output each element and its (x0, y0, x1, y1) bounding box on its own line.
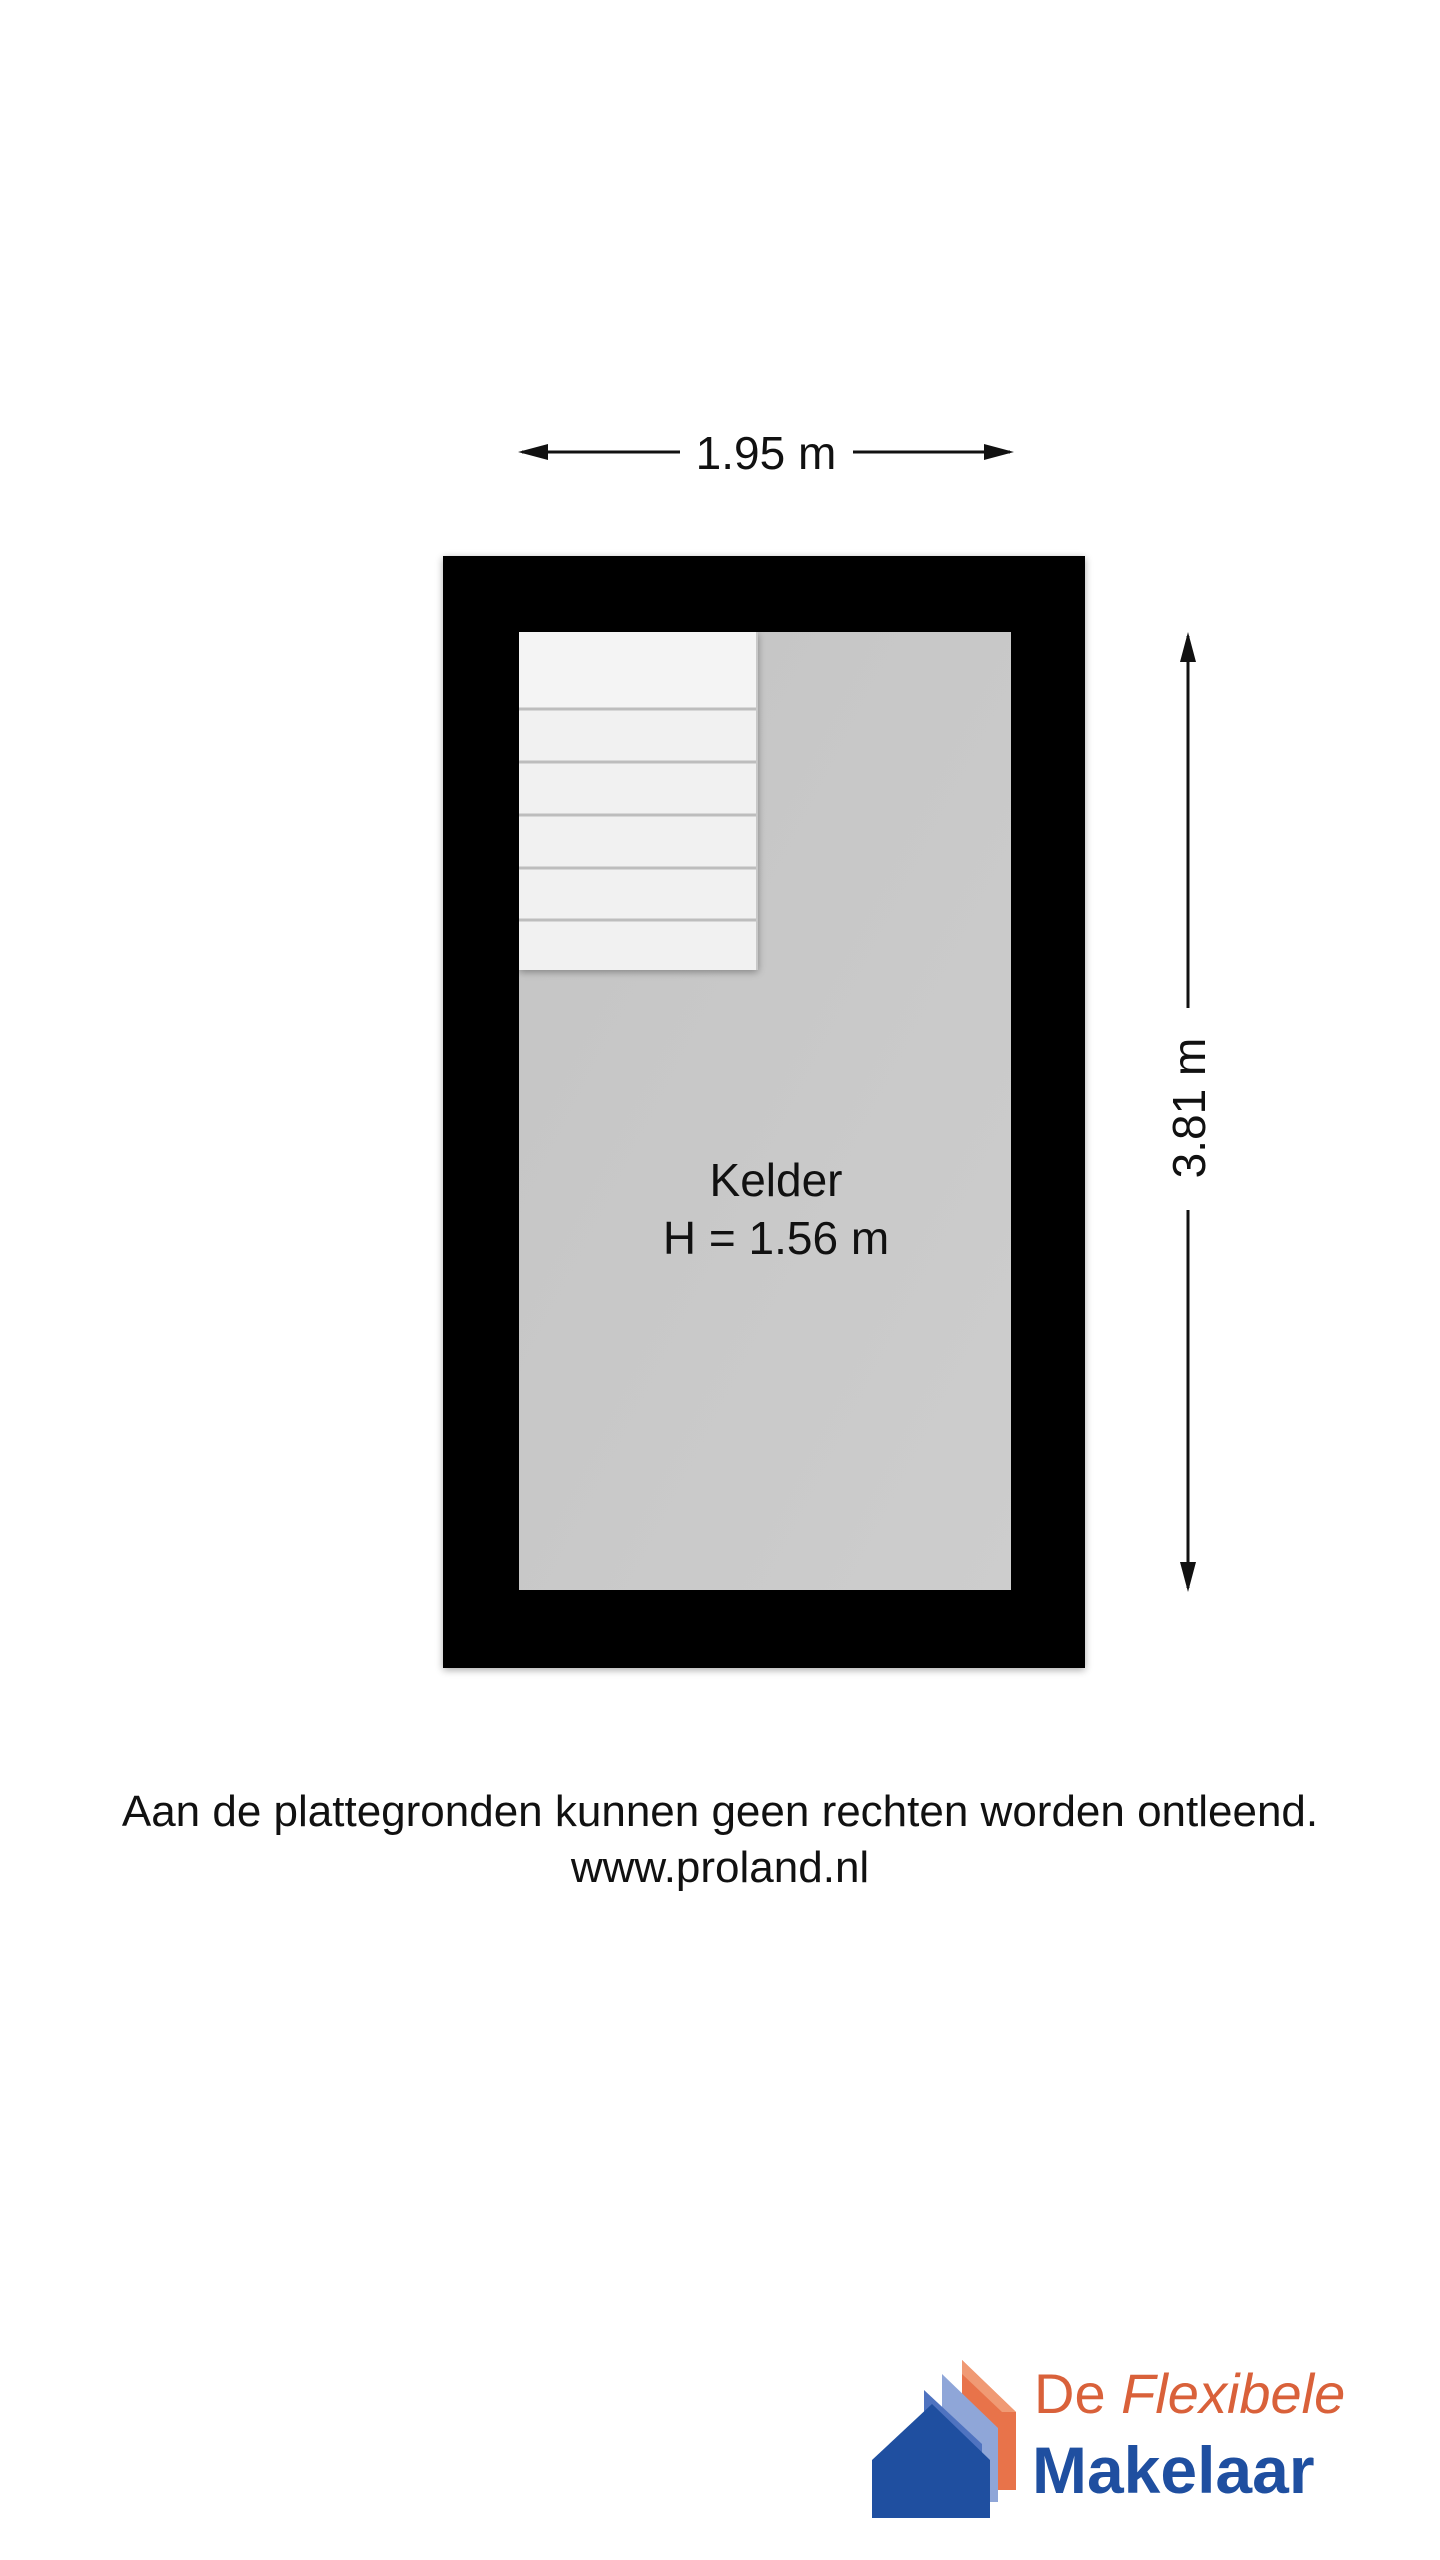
website-text: www.proland.nl (570, 1843, 870, 1892)
width-dimension (518, 427, 1014, 479)
arrow-down-icon (1180, 1562, 1196, 1592)
logo-line-2: Makelaar (1032, 2433, 1315, 2507)
height-dimension (1163, 632, 1215, 1592)
arrow-left-icon (518, 444, 548, 460)
staircase (519, 632, 757, 970)
arrow-up-icon (1180, 632, 1196, 662)
room-name: Kelder (709, 1154, 843, 1206)
room-height: H = 1.56 m (662, 1212, 890, 1264)
height-label: 3.81 m (1163, 1037, 1215, 1179)
disclaimer-text: Aan de plattegronden kunnen geen rechten worden ontleend. (121, 1787, 1319, 1836)
logo-line-1 (1034, 2362, 1345, 2426)
logo-word: Flexibele (1121, 2362, 1346, 2425)
arrow-right-icon (984, 444, 1014, 460)
width-label: 1.95 m (695, 427, 837, 479)
house-logo-icon (872, 2352, 1032, 2522)
company-logo (872, 2352, 1392, 2522)
logo-prefix: De (1034, 2362, 1106, 2425)
